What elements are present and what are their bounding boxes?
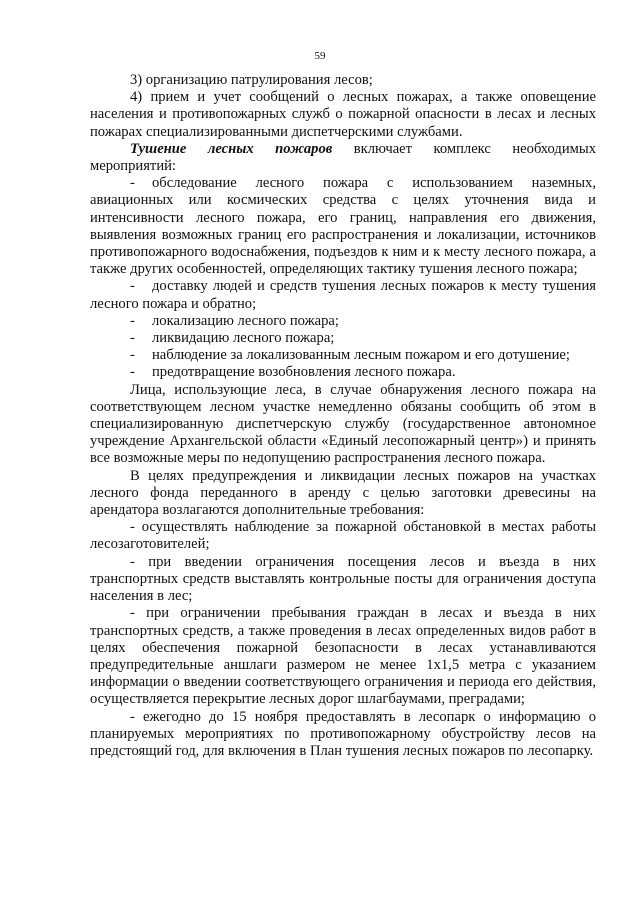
list-item-text: предотвращение возобновления лесного пожара. (152, 364, 456, 381)
list-item-delivery (90, 278, 596, 312)
firefighting-intro-text: включает комплекс необходимых мероприятий: (90, 140, 596, 175)
list-dash: - (130, 330, 135, 347)
page-number: 59 (314, 50, 326, 62)
list-item-text: доставку людей и средств тушения лесных пожаров к месту тушения лесного пожара и обратно; (90, 278, 596, 312)
list-item-localization (90, 313, 596, 330)
document-body (90, 72, 596, 760)
requirement-checkpoints: - при введении ограничения посещения лесов и въезда в них транспортных средств выставлять контрольные посты для ограничения доступа населения в лес; (90, 553, 596, 605)
list-dash: - (130, 312, 135, 329)
requirement-annual-report: - ежегодно до 15 ноября предоставлять в лесопарк о информацию о планируемых мероприятиях по противопожарному обустройству лесов на предстоящий год, для включения в План тушения лесных пожаров по лесопарку. (90, 708, 596, 759)
list-item-text: локализацию лесного пожара; (152, 312, 339, 329)
list-dash: - (130, 347, 135, 364)
firefighting-heading: Тушение лесных пожаров (130, 140, 333, 157)
paragraph-lease-requirements: В целях предупреждения и ликвидации лесных пожаров на участках лесного фонда переданного в аренду с целью заготовки древесины на арендатора возлагаются дополнительные требования: (90, 467, 596, 519)
paragraph-forest-users: Лица, использующие леса, в случае обнаружения лесного пожара на соответствующем лесном участке немедленно обязаны сообщить об этом в специализированную диспетчерскую службу (государственное автономное учреждение Архангельской области «Единый лесопожарный центр») и принять все возможные меры по недопущению распространения лесного пожара. (90, 381, 596, 467)
paragraph-firefighting-intro (90, 141, 596, 175)
paragraph-reports: 4) прием и учет сообщений о лесных пожарах, а также оповещение населения и противопожарных служб о пожарной опасности в лесах и лесных пожарах специализированными диспетчерскими службами. (90, 89, 596, 140)
requirement-warning-signs: - при ограничении пребывания граждан в лесах и въезда в них транспортных средств, а также проведения в лесах определенных видов работ в целях обеспечения пожарной безопасности в лесах устанавливаются предупредительные аншлаги размером не менее 1х1,5 метра с указанием информации о введении соответствующего ограничения и периода его действия, осуществляется перекрытие лесных дорог шлагбаумами, преградами; (90, 605, 596, 708)
list-item-liquidation (90, 330, 596, 347)
list-dash: - (130, 364, 135, 381)
list-item-text: ликвидацию лесного пожара; (152, 330, 335, 347)
list-item-prevention (90, 364, 596, 381)
list-item-survey (90, 175, 596, 278)
list-item-monitoring (90, 347, 596, 364)
list-dash: - (130, 278, 135, 295)
list-item-text: обследование лесного пожара с использованием наземных, авиационных или космических средства с целях уточнения вида и интенсивности лесного пожара, его границ, направления его движения, выявления возможных границ его распространения и локализации, источников противопожарного водоснабжения, подъездов к ним и к месту лесного пожара, а также других особенностей, определяющих тактику тушения лесного пожара; (90, 175, 596, 278)
paragraph-patrol: 3) организацию патрулирования лесов; (130, 72, 373, 88)
list-dash: - (130, 175, 135, 192)
requirement-observation: - осуществлять наблюдение за пожарной обстановкой в местах работы лесозаготовителей; (90, 519, 596, 553)
list-item-text: наблюдение за локализованным лесным пожаром и его дотушение; (152, 347, 570, 364)
